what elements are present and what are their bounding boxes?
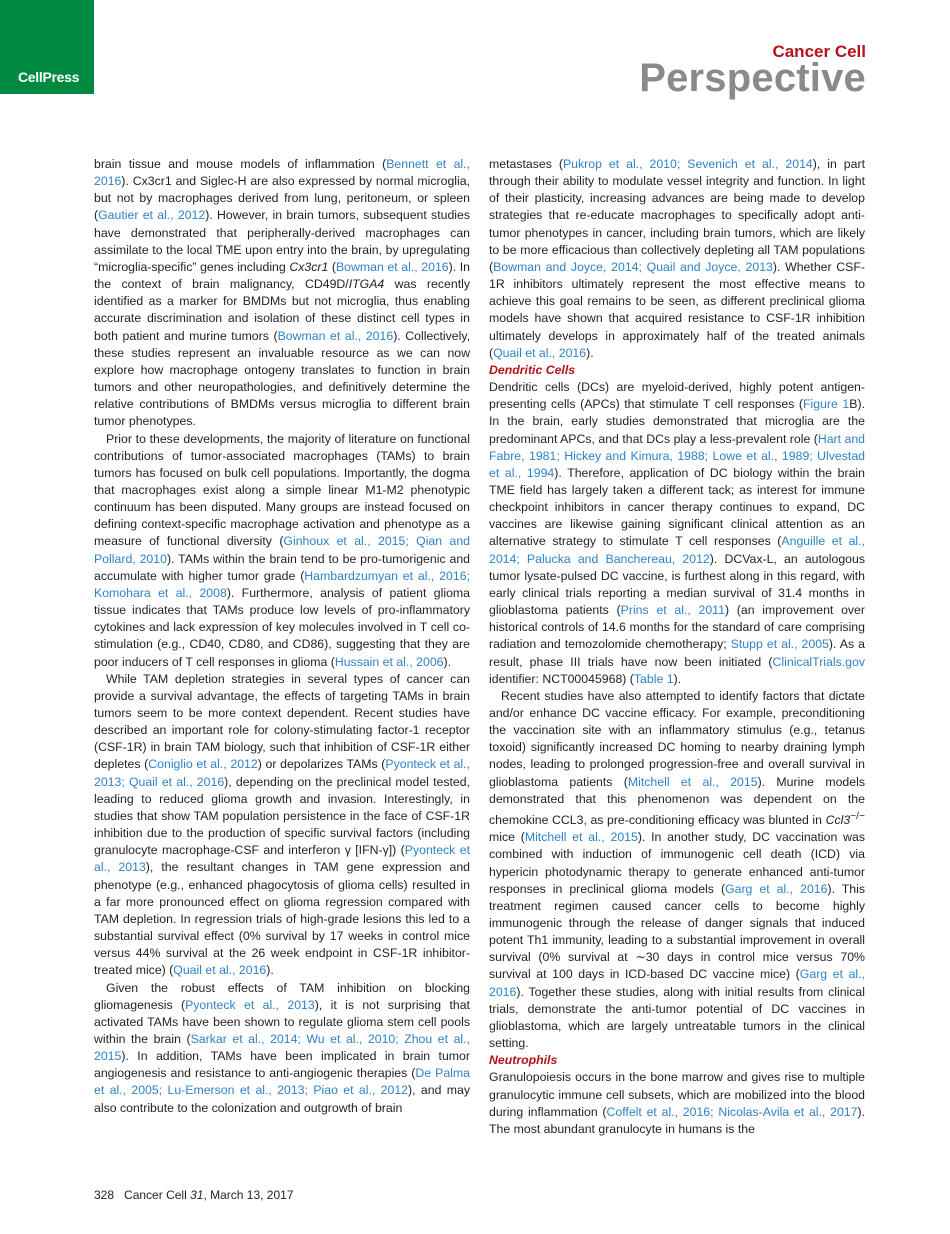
- citation-link[interactable]: Table 1: [633, 671, 674, 686]
- citation-link[interactable]: Pyonteck et al., 2013; Quail et al., 2016: [94, 757, 470, 789]
- text-run: ). However, in brain tumors, subsequent studies have demonstrated that peripherally-derived macrophages can assimilate to the local TME upon entry into the brain, by upregulating “microglia-specific” genes including: [94, 208, 471, 274]
- text-run: ). Cx3cr1 and Siglec-H are also expressed by normal microglia, but not by macrophages derived from lung, peritoneum, or spleen (: [94, 174, 470, 223]
- section-heading: Dendritic Cells: [489, 362, 576, 377]
- text-run: ) (an improvement over historical controls of 14.6 months for the standard of care comprising radiation and temozolomide chemotherapy;: [489, 603, 865, 652]
- footer-volume: 31: [190, 1188, 204, 1202]
- citation-link[interactable]: Sarkar et al., 2014; Wu et al., 2010; Zhou et al., 2015: [94, 1031, 470, 1064]
- text-run: ).: [586, 345, 594, 360]
- body-paragraph: [489, 1069, 865, 1138]
- citation-link[interactable]: Bowman and Joyce, 2014; Quail and Joyce, 2013: [493, 259, 773, 274]
- citation-link[interactable]: Quail et al., 2016: [493, 345, 587, 360]
- text-run: Prior to these developments, the majority of literature on functional contributions of tumor-associated macrophages (TAMs) to brain tumors has focused on bulk cell populations. Importantly, the dogma that macrophages exist along a simple linear M1-M2 phenotypic continuum has been disputed. Many groups are instead focused on defining context-specific macrophage activation and phenotype as a measure of functional diversity (: [94, 431, 470, 549]
- page-footer: [94, 1188, 294, 1202]
- text-run: ). Whether CSF-1R inhibitors ultimately represent the most effective means to achieve this goal remains to be seen, as different preclinical glioma models have shown that acquired resistance to CSF-1R inhibition ultimately develops in approximately half of the treated animals (: [489, 259, 865, 360]
- text-run: ). Together these studies, along with initial results from clinical trials, demonstrate the anti-tumor potential of DC vaccines in glioblastoma, which are largely untreatable tumors in the clinical setting.: [489, 984, 865, 1051]
- journal-title: Cancer Cell: [772, 42, 866, 61]
- text-run: ). TAMs within the brain tend to be pro-tumorigenic and accumulate with higher tumor grade (: [94, 551, 471, 583]
- citation-link[interactable]: Hussain et al., 2006: [334, 654, 444, 669]
- text-run: ) or depolarizes TAMs (: [257, 757, 386, 772]
- text-run: ). This treatment regimen caused cancer cells to become highly immunogenic through the release of danger signals that induced potent Th1 immunity, leading to a substantial improvement in overall survival (0% survival at ∼30 days in control mice versus 70% survival at 100 days in ICD-based DC vaccine mice) (: [489, 881, 866, 982]
- citation-link[interactable]: Coffelt et al., 2016; Nicolas-Avila et al., 2017: [606, 1104, 858, 1119]
- citation-link[interactable]: Gautier et al., 2012: [98, 208, 206, 223]
- text-run: ), in part through their ability to modulate vessel integrity and function. In light of their plasticity, increasing advances are being made to develop strategies that re-educate macrophages to specifically adopt anti-tumor phenotypes in cancer, including brain tumors, which are likely to be more efficacious than collectively depleting all TAM populations (: [489, 157, 866, 274]
- body-paragraph: [489, 156, 865, 362]
- text-run: ). The most abundant granulocyte in humans is the: [489, 1104, 865, 1136]
- cellpress-logo: [0, 0, 94, 94]
- citation-link[interactable]: ClinicalTrials.gov: [772, 654, 865, 669]
- text-run: ). In the context of brain malignancy, CD49D/: [94, 259, 471, 292]
- text-run: mice (: [489, 830, 525, 845]
- body-paragraph: [489, 379, 865, 688]
- body-paragraph: [489, 688, 865, 1052]
- citation-link[interactable]: Bennett et al., 2016: [94, 157, 470, 189]
- text-run: ).: [266, 963, 274, 978]
- body-paragraph: [94, 980, 470, 1117]
- text-run: ), the resultant changes in TAM gene expression and phenotype (e.g., enhanced phagocytosis of glioma cells) resulted in a far more pronounced effect on glioma regression compared with TAM depletion. In regression trials of high-grade lesions this led to a substantial survival effect (0% survival by 17 weeks in control mice versus 44% survival at the 26 week endpoint in CSF-1R inhibitor-treated mice) (: [94, 860, 470, 978]
- text-run: Recent studies have also attempted to identify factors that dictate and/or enhance DC vaccine efficacy. For example, preconditioning the vaccination site with an inflammatory stimulus (e.g., tetanus toxoid) significantly increased DC homing to nearby draining lymph nodes, leading to prolonged progression-free and overall survival in glioblastoma patients (: [489, 688, 865, 789]
- gene-name: ITGA4: [348, 277, 385, 292]
- text-run: ). As a result, phase III trials have now been initiated (: [489, 637, 865, 669]
- text-run: (: [328, 259, 336, 274]
- citation-link[interactable]: Anguille et al., 2014; Palucka and Banchereau, 2012: [489, 534, 865, 566]
- page-number: 328: [94, 1188, 115, 1202]
- citation-link[interactable]: Mitchell et al., 2015: [524, 830, 638, 845]
- text-run: brain tissue and mouse models of inflammation (: [94, 157, 387, 171]
- citation-link[interactable]: Stupp et al., 2005: [730, 637, 829, 652]
- footer-journal: Cancer Cell: [124, 1188, 187, 1202]
- text-run: While TAM depletion strategies in several types of cancer can provide a survival advantage, the effects of targeting TAMs in brain tumors seem to be more context dependent. Recent studies have described an important role for colony-stimulating factor-1 receptor (CSF-1R) in brain TAM biology, such that inhibition of CSF-1R either depletes (: [94, 671, 470, 772]
- citation-link[interactable]: Garg et al., 2016: [725, 881, 828, 896]
- text-run: ). Furthermore, analysis of patient glioma tissue indicates that TAMs produce low levels of pro-inflammatory cytokines and lack expression of key molecules involved in T cell co-stimulation (e.g., CD40, CD80, and CD86), suggesting that they are poor inducers of T cell responses in glioma (: [94, 585, 470, 669]
- logo-text: CellPress: [18, 69, 80, 85]
- citation-link[interactable]: Ginhoux et al., 2015; Qian and Pollard, 2010: [94, 534, 470, 566]
- text-run: metastases (: [489, 157, 563, 171]
- text-run: ). Collectively, these studies represent an invaluable resource as we can now explore how macrophage ontogeny translates to function in brain tumors and other neuropathologies, and definitively determine the relative contributions of BMDMs versus microglia to different brain tumor phenotypes.: [94, 328, 470, 429]
- text-run: Given the robust effects of TAM inhibition on blocking gliomagenesis (: [94, 980, 470, 1012]
- text-run: ), depending on the preclinical model tested, leading to reduced glioma growth and invasion. Interestingly, in studies that show TAM population persistence in the face of CSF-1R inhibition due to the production of specific survival factors (including granulocyte macrophage-CSF and interferon γ [IFN-γ]) (: [94, 774, 470, 858]
- text-run: Granulopoiesis occurs in the bone marrow and gives rise to multiple granulocytic immune cell subsets, which are mobilized into the blood during inflammation (: [489, 1070, 865, 1119]
- citation-link[interactable]: Mitchell et al., 2015: [627, 774, 758, 789]
- gene-name: Cx3cr1: [289, 259, 329, 274]
- text-run: ), and may also contribute to the colonization and outgrowth of brain: [94, 1083, 471, 1115]
- citation-link[interactable]: Hart and Fabre, 1981; Hickey and Kimura, 1988; Lowe et al., 1989; Ulvestad et al., 1994: [489, 431, 865, 480]
- left-column: [94, 156, 470, 1117]
- citation-link[interactable]: Pyonteck et al., 2013: [94, 843, 470, 875]
- citation-link[interactable]: Quail et al., 2016: [173, 963, 267, 978]
- citation-link[interactable]: Prins et al., 2011: [620, 603, 725, 618]
- text-run: ). Therefore, application of DC biology within the brain TME field has largely taken a different tack; as interest for immune checkpoint inhibitors in cancer therapy continues to expand, DC vaccines are likewise gaining significant clinical attention as an alternative strategy to stimulate T cell responses (: [489, 465, 865, 549]
- right-column: [489, 156, 865, 1138]
- section-heading: Neutrophils: [489, 1053, 558, 1068]
- footer-date: , March 13, 2017: [203, 1188, 294, 1202]
- citation-link[interactable]: Pukrop et al., 2010; Sevenich et al., 2014: [562, 157, 813, 171]
- text-run: was recently identified as a marker for BMDMs but not microglia, thus enabling accurate discrimination and isolation of these distinct cell types in both patient and murine tumors (: [94, 277, 470, 343]
- text-run: ). DCVax-L, an autologous tumor lysate-pulsed DC vaccine, is furthest along in this regard, with early clinical trials reporting a median survival of 31.4 months in glioblastoma patients (: [489, 551, 866, 618]
- text-run: B). In the brain, early studies demonstrated that microglia are the predominant APCs, and that DCs play a less-prevalent role (: [489, 397, 865, 446]
- text-run: ), it is not surprising that activated TAMs have been shown to regulate glioma stem cell pools within the brain (: [94, 997, 470, 1046]
- text-run: ).: [443, 654, 452, 669]
- citation-link[interactable]: Bowman et al., 2016: [335, 259, 449, 274]
- text-run: ).: [673, 671, 682, 686]
- citation-link[interactable]: De Palma et al., 2005; Lu-Emerson et al., 2013; Piao et al., 2012: [94, 1066, 470, 1098]
- superscript: −/−: [850, 810, 865, 822]
- citation-link[interactable]: Coniglio et al., 2012: [148, 757, 258, 772]
- text-run: Dendritic cells (DCs) are myeloid-derived, highly potent antigen-presenting cells (APCs) that stimulate T cell responses (: [489, 380, 865, 412]
- text-run: ). In addition, TAMs have been implicated in brain tumor angiogenesis and resistance to anti-angiogenic therapies (: [94, 1049, 470, 1081]
- section-title: Perspective: [639, 56, 866, 100]
- body-paragraph: [94, 431, 470, 671]
- body-paragraph: [94, 156, 470, 431]
- text-run: ). In another study, DC vaccination was combined with induction of immunogenic cell death (ICD) via hypericin photodynamic therapy to generate enhanced anti-tumor responses in preclinical glioma models (: [489, 830, 865, 896]
- text-run: identifier: NCT00045968) (: [489, 671, 634, 686]
- citation-link[interactable]: Hambardzumyan et al., 2016; Komohara et al., 2008: [94, 568, 470, 600]
- body-paragraph: [94, 671, 470, 980]
- text-run: ). Murine models demonstrated that this phenomenon was dependent on the chemokine CCL3, as pre-conditioning efficacy was blunted in: [489, 774, 865, 828]
- citation-link[interactable]: Pyonteck et al., 2013: [185, 997, 315, 1012]
- citation-link[interactable]: Bowman et al., 2016: [277, 328, 394, 343]
- gene-name: Ccl3: [825, 813, 851, 828]
- citation-link[interactable]: Garg et al., 2016: [489, 967, 865, 999]
- citation-link[interactable]: Figure 1: [803, 397, 850, 412]
